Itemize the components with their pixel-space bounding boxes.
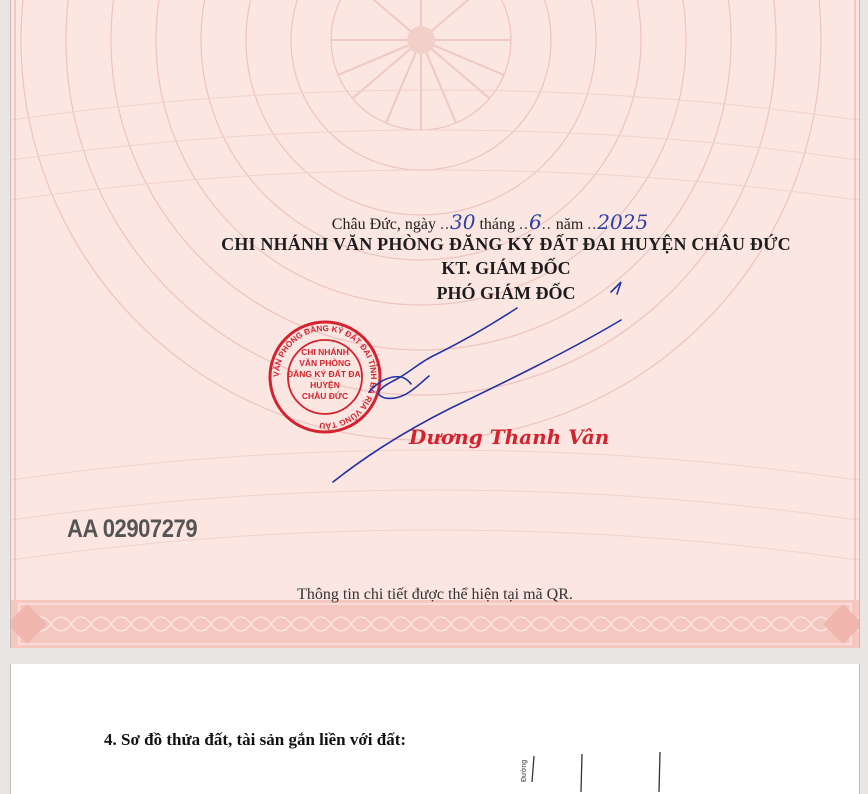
year-value: 2025	[597, 210, 649, 234]
stamp-line-2: VĂN PHÒNG	[299, 358, 351, 368]
stamp-line-5: CHÂU ĐỨC	[301, 391, 349, 401]
parcel-diagram	[506, 752, 686, 792]
signer-title: PHÓ GIÁM ĐỐC	[436, 283, 576, 303]
stamp-line-4: HUYỆN	[310, 380, 340, 390]
diagram-road-label: Đường	[521, 759, 528, 782]
date-prefix: Châu Đức, ngày	[331, 216, 436, 233]
month-value: 6	[529, 210, 542, 234]
month-label: tháng	[479, 216, 515, 233]
certificate-serial: AA 02907279	[67, 515, 198, 543]
office-name: CHI NHÁNH VĂN PHÒNG ĐĂNG KÝ ĐẤT ĐAI HUYỆN CHÂU ĐỨC	[221, 234, 791, 254]
certificate-page	[10, 0, 860, 648]
stamp-line-3: ĐĂNG KÝ ĐẤT ĐAI	[286, 369, 364, 379]
signer-name: Dương Thanh Vân	[409, 425, 610, 449]
stamp-line-1: CHI NHÁNH	[301, 347, 349, 357]
sign-for-label: KT. GIÁM ĐỐC	[441, 258, 571, 278]
qr-note: Thông tin chi tiết được thể hiện tại mã QR.	[297, 586, 573, 603]
next-page	[10, 664, 860, 794]
handwritten-signature	[311, 280, 641, 490]
year-label: năm	[555, 216, 584, 233]
section-4-title: 4. Sơ đồ thửa đất, tài sản gắn liền với đất:	[104, 730, 407, 749]
stamp-ring-text: VĂN PHÒNG ĐĂNG KÝ ĐẤT ĐAI TỈNH BÀ RỊA VŨNG TÀU	[271, 323, 379, 431]
issue-date: Châu Đức, ngày ..30 tháng ..6.. năm ..2025	[331, 210, 649, 234]
day-value: 30	[450, 210, 476, 234]
